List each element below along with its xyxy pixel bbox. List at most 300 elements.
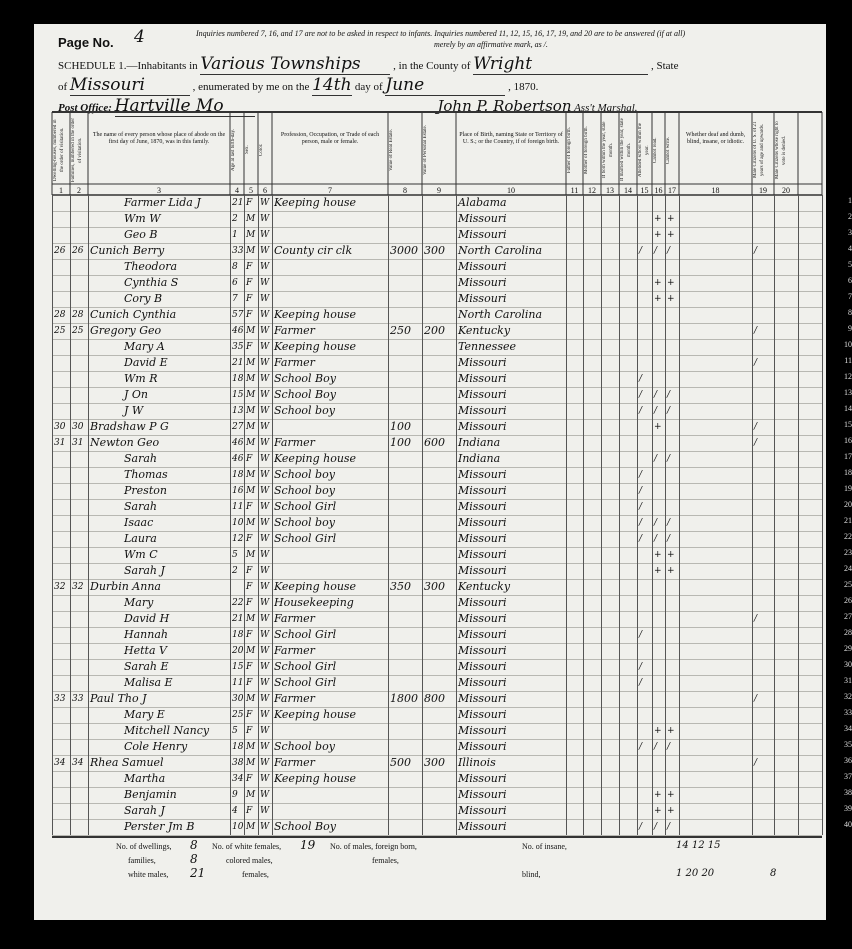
line-number: 33 bbox=[844, 708, 852, 717]
line-number: 31 bbox=[844, 676, 852, 685]
white-males-count: 21 bbox=[190, 866, 206, 880]
census-row bbox=[52, 291, 852, 308]
cell-sex: F bbox=[246, 342, 253, 352]
cell-birth: Missouri bbox=[458, 468, 507, 481]
census-row bbox=[52, 611, 852, 628]
line-number: 29 bbox=[844, 644, 852, 653]
cell-sex: F bbox=[246, 726, 253, 736]
cell-age: 21 bbox=[232, 614, 244, 624]
line-number: 20 bbox=[844, 500, 852, 509]
cell-pe: 600 bbox=[424, 436, 445, 449]
cell-name: Hannah bbox=[124, 628, 168, 641]
cell-occ: Farmer bbox=[274, 692, 315, 705]
cell-re: 350 bbox=[390, 580, 411, 593]
cell-color: W bbox=[260, 390, 270, 400]
cell-color: W bbox=[260, 694, 270, 704]
line-number: 28 bbox=[844, 628, 852, 637]
foreign-females-label: females, bbox=[372, 856, 399, 865]
census-row bbox=[52, 275, 852, 292]
cell-age: 10 bbox=[232, 518, 244, 528]
cell-re: 100 bbox=[390, 436, 411, 449]
cell-color: W bbox=[260, 230, 270, 240]
census-row bbox=[52, 355, 852, 372]
cell-color: W bbox=[260, 278, 270, 288]
day-of-label: day of bbox=[354, 81, 383, 93]
cell-c15: / bbox=[639, 470, 643, 480]
cell-birth: Missouri bbox=[458, 548, 507, 561]
county-name: Wright bbox=[473, 54, 648, 75]
page-number: 4 bbox=[134, 27, 145, 47]
cell-sex: M bbox=[246, 790, 256, 800]
cell-c15: / bbox=[639, 246, 643, 256]
column-rule bbox=[422, 195, 423, 835]
census-row bbox=[52, 371, 852, 388]
census-row bbox=[52, 723, 852, 740]
cell-d: 34 bbox=[54, 758, 66, 768]
cell-c16: + bbox=[654, 230, 662, 240]
cell-f: 32 bbox=[72, 582, 84, 592]
column-header-19: Male Citizens of U. S. of 21 years of age and upwards. bbox=[753, 121, 765, 179]
census-row bbox=[52, 339, 852, 356]
line-number: 8 bbox=[848, 308, 852, 317]
cell-name: Bradshaw P G bbox=[90, 420, 169, 433]
census-row bbox=[52, 259, 852, 276]
column-number-14: 14 bbox=[624, 186, 632, 195]
cell-c16: / bbox=[654, 742, 658, 752]
cell-color: W bbox=[260, 342, 270, 352]
cell-birth: Missouri bbox=[458, 372, 507, 385]
column-number-9: 9 bbox=[437, 186, 441, 195]
cell-name: Theodora bbox=[124, 260, 178, 273]
census-row bbox=[52, 531, 852, 548]
education-totals-2: 1 20 20 bbox=[676, 868, 715, 879]
line-number: 16 bbox=[844, 436, 852, 445]
cell-d: 25 bbox=[54, 326, 66, 336]
white-females-count: 19 bbox=[300, 838, 316, 852]
column-rule bbox=[652, 195, 653, 835]
column-rule bbox=[637, 195, 638, 835]
cell-occ: School Girl bbox=[274, 500, 337, 513]
cell-name: Mitchell Nancy bbox=[124, 724, 210, 737]
cell-birth: Missouri bbox=[458, 500, 507, 513]
column-rule bbox=[665, 195, 666, 835]
cell-name: Laura bbox=[124, 532, 157, 545]
cell-occ: School boy bbox=[274, 468, 335, 481]
education-totals: 14 12 15 bbox=[676, 840, 721, 851]
cell-occ: School Girl bbox=[274, 628, 337, 641]
cell-sex: F bbox=[246, 534, 253, 544]
cell-age: 12 bbox=[232, 534, 244, 544]
cell-sex: M bbox=[246, 470, 256, 480]
line-number: 21 bbox=[844, 516, 852, 525]
white-females-label: No. of white females, bbox=[212, 842, 282, 851]
of-label: of bbox=[58, 81, 68, 93]
cell-sex: F bbox=[246, 630, 253, 640]
cell-sex: M bbox=[246, 390, 256, 400]
families-count: 8 bbox=[190, 852, 198, 866]
line-number: 6 bbox=[848, 276, 852, 285]
cell-c16: / bbox=[654, 390, 658, 400]
cell-c17: + bbox=[667, 726, 675, 736]
cell-occ: School Boy bbox=[274, 388, 336, 401]
cell-color: W bbox=[260, 406, 270, 416]
cell-age: 16 bbox=[232, 486, 244, 496]
place-name: Various Townships bbox=[200, 54, 390, 75]
column-rule bbox=[679, 195, 680, 835]
cell-name: Rhea Samuel bbox=[90, 756, 164, 769]
column-number-12: 12 bbox=[588, 186, 596, 195]
cell-age: 21 bbox=[232, 358, 244, 368]
cell-color: W bbox=[260, 662, 270, 672]
cell-birth: Missouri bbox=[458, 804, 507, 817]
cell-color: W bbox=[260, 294, 270, 304]
cell-sex: F bbox=[246, 598, 253, 608]
cell-age: 34 bbox=[232, 774, 244, 784]
state-name: Missouri bbox=[70, 75, 190, 96]
cell-c17: / bbox=[667, 822, 671, 832]
cell-sex: M bbox=[246, 406, 256, 416]
cell-c17: / bbox=[667, 534, 671, 544]
cell-name: Wm R bbox=[124, 372, 158, 385]
cell-age: 6 bbox=[232, 278, 238, 288]
cell-c19: / bbox=[754, 358, 758, 368]
census-sheet bbox=[34, 24, 852, 920]
cell-age: 5 bbox=[232, 726, 238, 736]
cell-color: W bbox=[260, 774, 270, 784]
cell-age: 18 bbox=[232, 374, 244, 384]
cell-color: W bbox=[260, 598, 270, 608]
census-row bbox=[52, 435, 852, 452]
line-number: 4 bbox=[848, 244, 852, 253]
column-number-8: 8 bbox=[403, 186, 407, 195]
cell-c17: + bbox=[667, 790, 675, 800]
column-number-20: 20 bbox=[782, 186, 790, 195]
cell-c17: / bbox=[667, 742, 671, 752]
cell-sex: F bbox=[246, 806, 253, 816]
line-number: 35 bbox=[844, 740, 852, 749]
cell-color: W bbox=[260, 742, 270, 752]
column-rule bbox=[70, 195, 71, 835]
column-header bbox=[52, 112, 822, 195]
cell-occ: School boy bbox=[274, 516, 335, 529]
cell-c19: / bbox=[754, 326, 758, 336]
white-males-label: white males, bbox=[128, 870, 169, 879]
cell-name: Farmer Lida J bbox=[124, 196, 201, 209]
cell-name: Isaac bbox=[124, 516, 154, 529]
cell-occ: County cir clk bbox=[274, 244, 353, 257]
cell-sex: M bbox=[246, 486, 256, 496]
cell-occ: Farmer bbox=[274, 356, 315, 369]
line-number: 5 bbox=[848, 260, 852, 269]
cell-occ: School boy bbox=[274, 404, 335, 417]
cell-name: Durbin Anna bbox=[90, 580, 161, 593]
column-rule bbox=[566, 195, 567, 835]
census-row bbox=[52, 243, 852, 260]
cell-birth: Indiana bbox=[458, 452, 501, 465]
cell-f: 31 bbox=[72, 438, 84, 448]
cell-pe: 200 bbox=[424, 324, 445, 337]
cell-c15: / bbox=[639, 630, 643, 640]
cell-occ: Housekeeping bbox=[274, 596, 354, 609]
cell-age: 18 bbox=[232, 630, 244, 640]
cell-d: 31 bbox=[54, 438, 66, 448]
cell-name: Thomas bbox=[124, 468, 168, 481]
cell-birth: Alabama bbox=[458, 196, 507, 209]
column-number-2: 2 bbox=[77, 186, 81, 195]
cell-c16: + bbox=[654, 294, 662, 304]
line-number: 2 bbox=[848, 212, 852, 221]
cell-color: W bbox=[260, 502, 270, 512]
cell-birth: Kentucky bbox=[458, 580, 511, 593]
cell-c17: / bbox=[667, 246, 671, 256]
cell-birth: Missouri bbox=[458, 356, 507, 369]
census-row bbox=[52, 787, 852, 804]
cell-age: 9 bbox=[232, 790, 238, 800]
column-rule bbox=[272, 195, 273, 835]
cell-occ: Keeping house bbox=[274, 196, 357, 209]
cell-name: Preston bbox=[124, 484, 167, 497]
cell-c16: + bbox=[654, 726, 662, 736]
cell-pe: 300 bbox=[424, 244, 445, 257]
cell-age: 46 bbox=[232, 438, 244, 448]
cell-birth: Missouri bbox=[458, 532, 507, 545]
cell-name: Perster Jm B bbox=[124, 820, 195, 833]
cell-c17: + bbox=[667, 278, 675, 288]
cell-c15: / bbox=[639, 534, 643, 544]
cell-c17: / bbox=[667, 406, 671, 416]
line-number: 37 bbox=[844, 772, 852, 781]
cell-sex: M bbox=[246, 694, 256, 704]
summary-footer bbox=[52, 836, 822, 886]
cell-occ: School Girl bbox=[274, 660, 337, 673]
column-number-7: 7 bbox=[328, 186, 332, 195]
enum-month: June bbox=[385, 75, 505, 96]
cell-birth: Missouri bbox=[458, 420, 507, 433]
cell-occ: School Boy bbox=[274, 372, 336, 385]
cell-c15: / bbox=[639, 678, 643, 688]
line-number: 11 bbox=[844, 356, 852, 365]
cell-age: 46 bbox=[232, 326, 244, 336]
cell-f: 34 bbox=[72, 758, 84, 768]
cell-sex: F bbox=[246, 566, 253, 576]
column-rule bbox=[258, 195, 259, 835]
cell-c16: + bbox=[654, 550, 662, 560]
cell-color: W bbox=[260, 534, 270, 544]
cell-color: W bbox=[260, 470, 270, 480]
column-number-18: 18 bbox=[711, 186, 720, 195]
cell-name: David E bbox=[124, 356, 168, 369]
cell-c16: / bbox=[654, 454, 658, 464]
instructions-note: Inquiries numbered 7, 16, and 17 are not to be asked in respect to infants. Inquiries numbered 11, 12, 15, 16, 17, 19, and 20 are to be answered (if at all) bbox=[196, 29, 686, 38]
cell-color: W bbox=[260, 454, 270, 464]
line-number: 18 bbox=[844, 468, 852, 477]
column-rule bbox=[388, 195, 389, 835]
cell-c19: / bbox=[754, 422, 758, 432]
line-number: 36 bbox=[844, 756, 852, 765]
enumerated-label: , enumerated by me on the bbox=[192, 81, 310, 93]
column-rule bbox=[230, 195, 231, 835]
cell-occ: School Boy bbox=[274, 820, 336, 833]
cell-c17: / bbox=[667, 454, 671, 464]
cell-name: Sarah bbox=[124, 500, 157, 513]
cell-sex: M bbox=[246, 742, 256, 752]
line-number: 10 bbox=[844, 340, 852, 349]
cell-birth: Missouri bbox=[458, 724, 507, 737]
cell-color: W bbox=[260, 326, 270, 336]
colored-females-label: females, bbox=[242, 870, 269, 879]
census-row bbox=[52, 659, 852, 676]
census-row bbox=[52, 595, 852, 612]
cell-color: W bbox=[260, 262, 270, 272]
line-number: 13 bbox=[844, 388, 852, 397]
cell-name: Mary E bbox=[124, 708, 165, 721]
cell-name: Gregory Geo bbox=[90, 324, 162, 337]
column-rule bbox=[88, 195, 89, 835]
cell-pe: 800 bbox=[424, 692, 445, 705]
cell-re: 1800 bbox=[390, 692, 418, 705]
column-header-10: Place of Birth, naming State or Territory of U. S.; or the Country, if of foreign birth. bbox=[459, 132, 563, 145]
line-number: 19 bbox=[844, 484, 852, 493]
cell-age: 30 bbox=[232, 694, 244, 704]
cell-age: 27 bbox=[232, 422, 244, 432]
cell-color: W bbox=[260, 646, 270, 656]
census-row bbox=[52, 563, 852, 580]
line-number: 1 bbox=[848, 196, 852, 205]
column-rule bbox=[822, 195, 823, 835]
column-number-1: 1 bbox=[59, 186, 63, 195]
line-number: 32 bbox=[844, 692, 852, 701]
cell-c17: + bbox=[667, 230, 675, 240]
cell-birth: Tennessee bbox=[458, 340, 516, 353]
cell-color: W bbox=[260, 310, 270, 320]
line-number: 40 bbox=[844, 820, 852, 829]
census-row bbox=[52, 483, 852, 500]
column-number-6: 6 bbox=[263, 186, 267, 195]
cell-age: 4 bbox=[232, 806, 238, 816]
cell-color: W bbox=[260, 822, 270, 832]
cell-c15: / bbox=[639, 822, 643, 832]
cell-sex: M bbox=[246, 246, 256, 256]
cell-c16: + bbox=[654, 566, 662, 576]
page-label: Page No. bbox=[58, 35, 114, 50]
cell-color: W bbox=[260, 246, 270, 256]
cell-pe: 300 bbox=[424, 756, 445, 769]
cell-c17: + bbox=[667, 294, 675, 304]
line-number: 27 bbox=[844, 612, 852, 621]
cell-occ: Farmer bbox=[274, 324, 315, 337]
cell-sex: M bbox=[246, 614, 256, 624]
cell-sex: F bbox=[246, 198, 253, 208]
cell-sex: F bbox=[246, 774, 253, 784]
schedule-line bbox=[58, 54, 678, 75]
cell-age: 18 bbox=[232, 742, 244, 752]
column-rule bbox=[752, 195, 753, 835]
cell-sex: M bbox=[246, 230, 256, 240]
cell-birth: North Carolina bbox=[458, 244, 543, 257]
cell-age: 2 bbox=[232, 214, 238, 224]
cell-age: 11 bbox=[232, 502, 244, 512]
cell-birth: Missouri bbox=[458, 676, 507, 689]
cell-name: Benjamin bbox=[124, 788, 177, 801]
cell-c15: / bbox=[639, 502, 643, 512]
cell-birth: Missouri bbox=[458, 628, 507, 641]
cell-color: W bbox=[260, 566, 270, 576]
marshal-title: Ass't Marshal. bbox=[574, 102, 638, 114]
column-header-15: Attended school within the year. bbox=[638, 122, 650, 178]
cell-c15: / bbox=[639, 390, 643, 400]
census-row bbox=[52, 771, 852, 788]
cell-c15: / bbox=[639, 374, 643, 384]
line-number: 9 bbox=[848, 324, 852, 333]
cell-name: Martha bbox=[124, 772, 166, 785]
cell-name: Cunich Berry bbox=[90, 244, 165, 257]
cell-color: W bbox=[260, 726, 270, 736]
cell-age: 35 bbox=[232, 342, 244, 352]
line-number: 3 bbox=[848, 228, 852, 237]
cell-c16: / bbox=[654, 406, 658, 416]
cell-c16: + bbox=[654, 214, 662, 224]
cell-c19: / bbox=[754, 246, 758, 256]
cell-f: 30 bbox=[72, 422, 84, 432]
cell-name: Geo B bbox=[124, 228, 158, 241]
cell-color: W bbox=[260, 422, 270, 432]
cell-c15: / bbox=[639, 486, 643, 496]
cell-name: Paul Tho J bbox=[90, 692, 147, 705]
cell-age: 20 bbox=[232, 646, 244, 656]
cell-c19: / bbox=[754, 614, 758, 624]
cell-c16: + bbox=[654, 806, 662, 816]
cell-age: 46 bbox=[232, 454, 244, 464]
cell-occ: Keeping house bbox=[274, 452, 357, 465]
line-number: 15 bbox=[844, 420, 852, 429]
dwellings-count: 8 bbox=[190, 838, 198, 852]
blind-label: blind, bbox=[522, 870, 541, 879]
cell-birth: Missouri bbox=[458, 292, 507, 305]
cell-color: W bbox=[260, 710, 270, 720]
cell-age: 22 bbox=[232, 598, 244, 608]
cell-age: 2 bbox=[232, 566, 238, 576]
cell-color: W bbox=[260, 486, 270, 496]
dwellings-label: No. of dwellings, bbox=[116, 842, 172, 851]
column-header-17: Cannot write. bbox=[666, 136, 671, 164]
census-row bbox=[52, 211, 852, 228]
census-row bbox=[52, 515, 852, 532]
cell-occ: Farmer bbox=[274, 756, 315, 769]
cell-sex: M bbox=[246, 646, 256, 656]
cell-birth: Missouri bbox=[458, 404, 507, 417]
census-row bbox=[52, 675, 852, 692]
cell-name: Malisa E bbox=[124, 676, 173, 689]
cell-sex: M bbox=[246, 214, 256, 224]
cell-sex: M bbox=[246, 374, 256, 384]
cell-age: 15 bbox=[232, 662, 244, 672]
line-number: 22 bbox=[844, 532, 852, 541]
schedule-label: SCHEDULE 1.—Inhabitants in bbox=[58, 60, 198, 72]
cell-name: Sarah E bbox=[124, 660, 169, 673]
cell-c19: / bbox=[754, 694, 758, 704]
cell-occ: School Girl bbox=[274, 532, 337, 545]
post-office-label: Post Office: bbox=[58, 102, 112, 114]
cell-c16: + bbox=[654, 790, 662, 800]
cell-sex: F bbox=[246, 678, 253, 688]
column-header-11: Father of foreign birth. bbox=[567, 127, 572, 173]
enum-day: 14th bbox=[312, 75, 352, 95]
cell-name: Sarah J bbox=[124, 564, 165, 577]
cell-birth: Missouri bbox=[458, 644, 507, 657]
cell-pe: 300 bbox=[424, 580, 445, 593]
cell-c16: / bbox=[654, 822, 658, 832]
cell-age: 10 bbox=[232, 822, 244, 832]
